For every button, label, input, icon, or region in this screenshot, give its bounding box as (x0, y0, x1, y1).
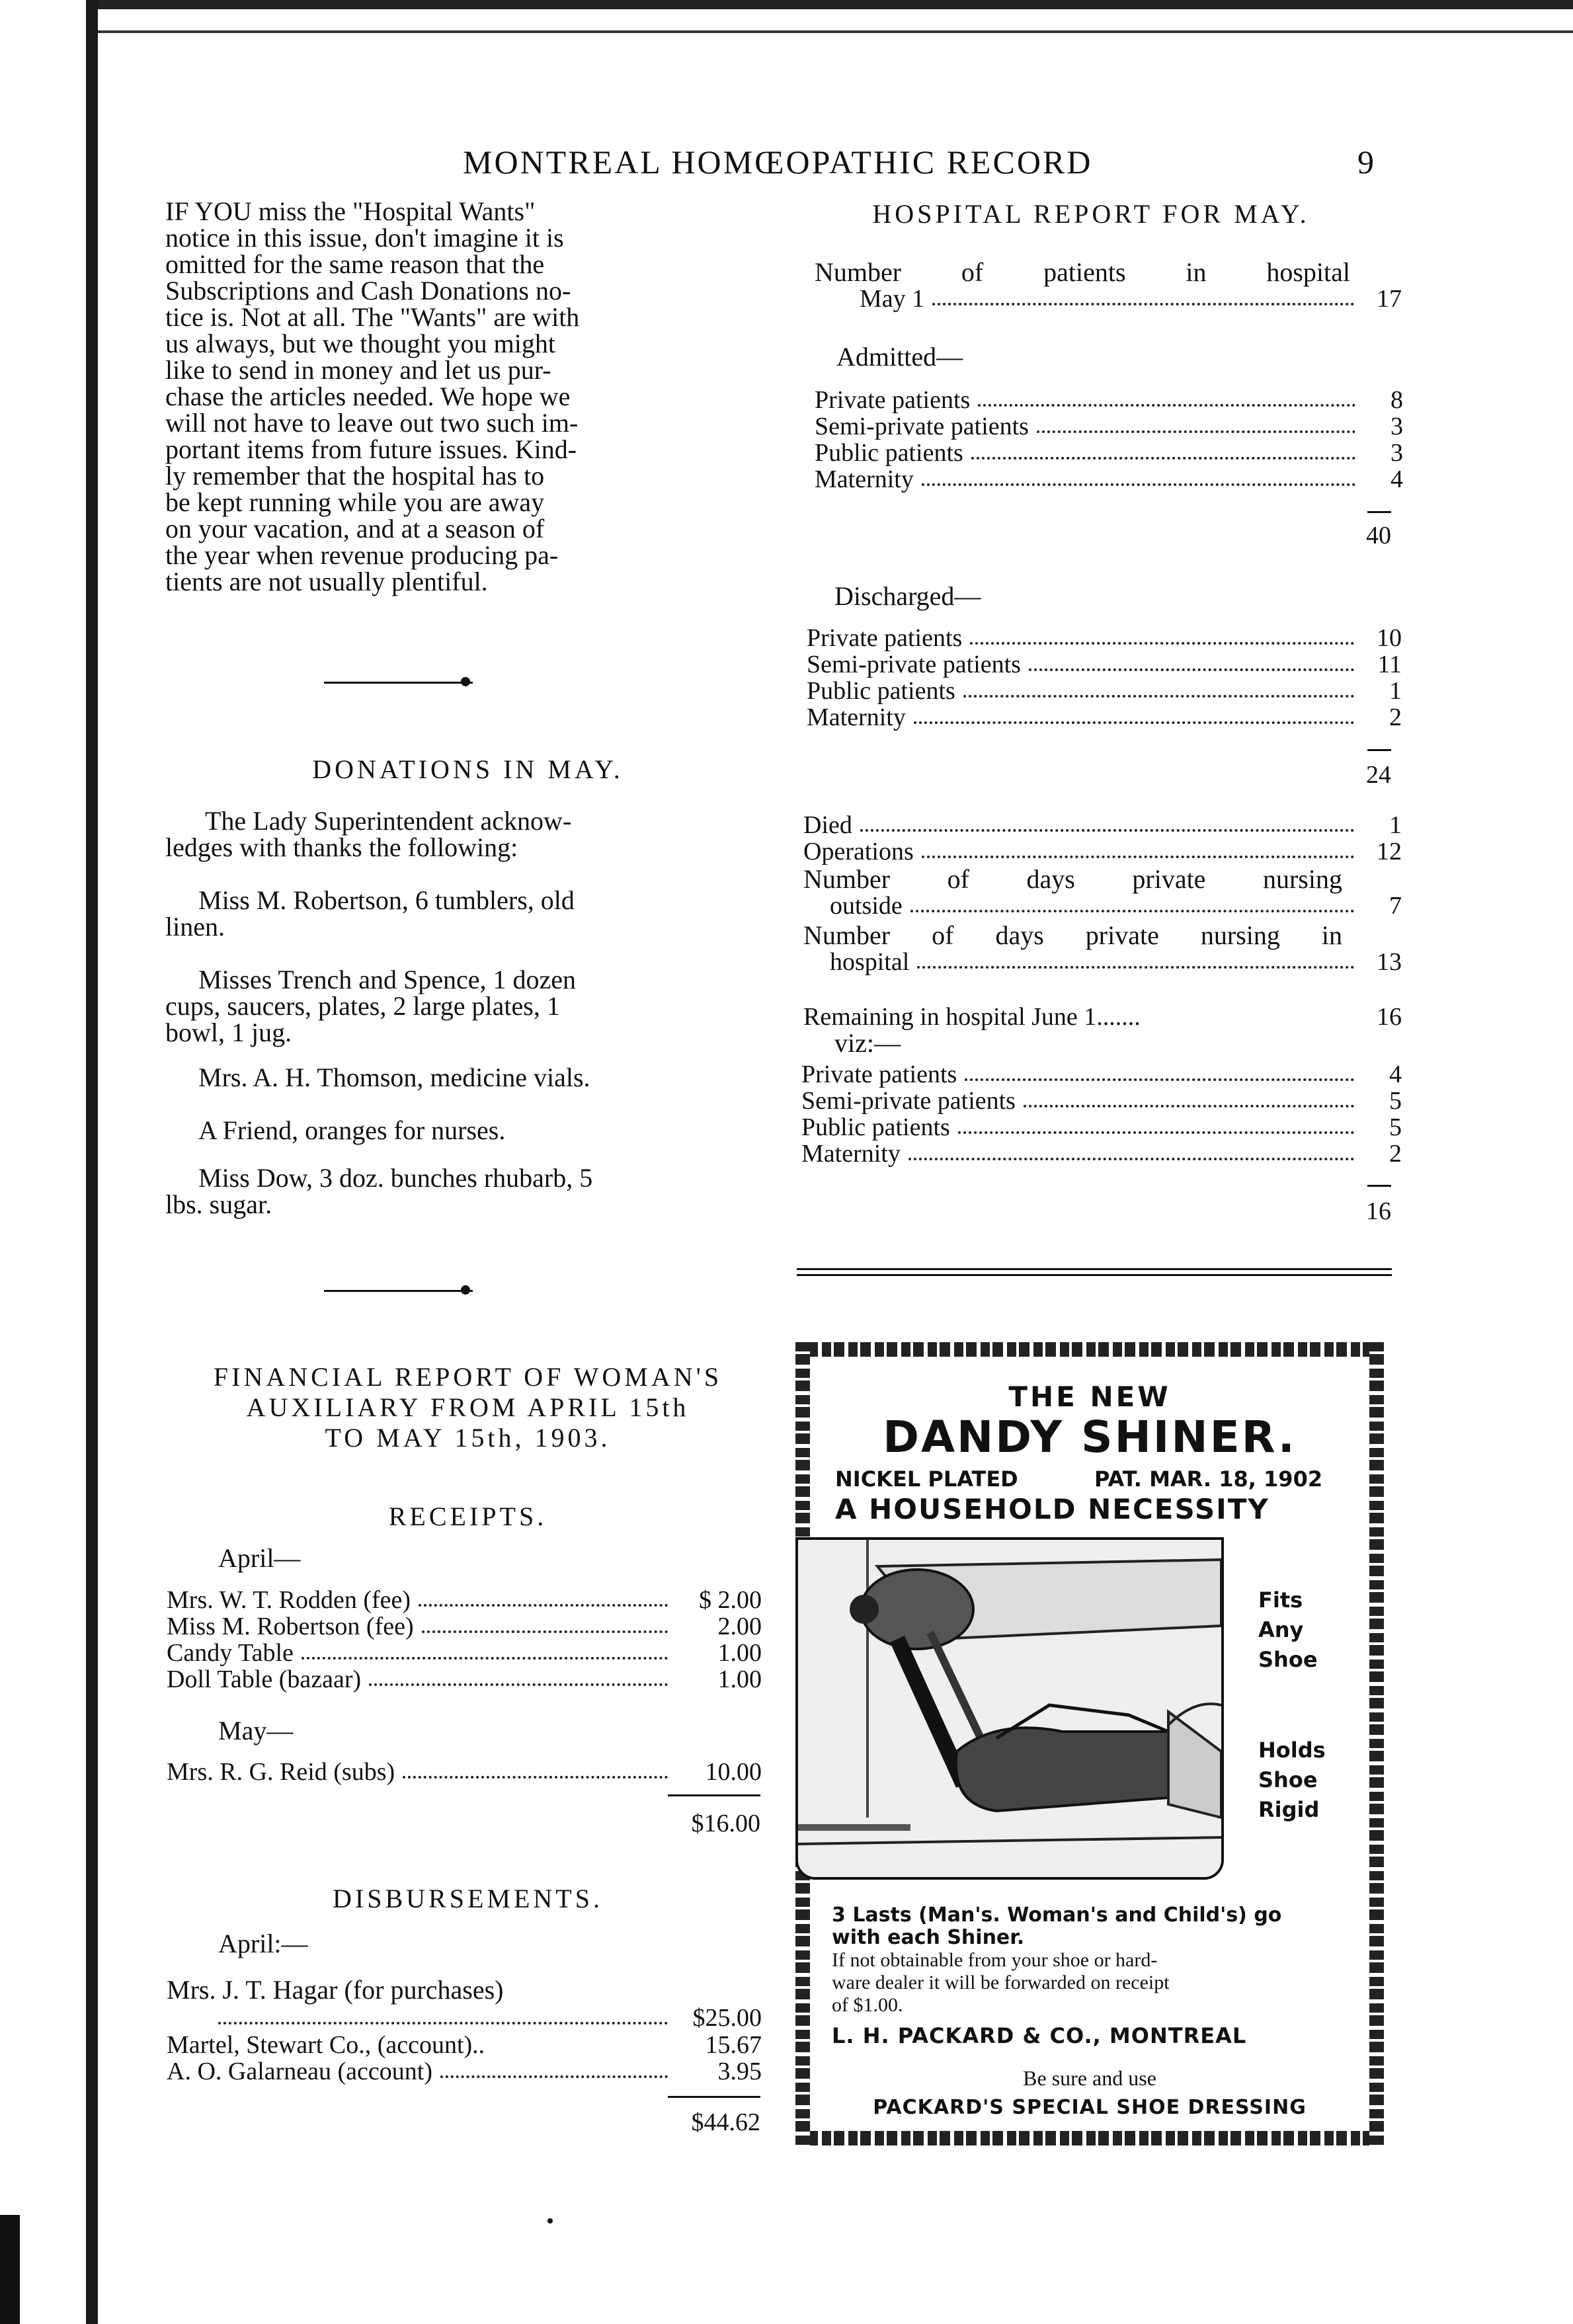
receipt-row (167, 1640, 762, 1666)
donation-line: Miss M. Robertson, 6 tumblers, old (198, 885, 575, 915)
leader-dots (302, 1657, 668, 1660)
donation-line: lbs. sugar. (165, 1189, 272, 1219)
receipt-label: Mrs. R. G. Reid (subs) (167, 1758, 395, 1786)
receipt-value: 2.00 (717, 1613, 762, 1640)
admitted-row (815, 387, 1403, 413)
row-value: 12 (1377, 838, 1402, 865)
operations-row (803, 838, 1402, 865)
row-value: 2 (1389, 1140, 1402, 1168)
admitted-row (815, 440, 1403, 466)
ad-desc-line: with each Shiner. (832, 1926, 1025, 1949)
row-value: 3 (1391, 413, 1403, 440)
donation-entry (165, 887, 770, 940)
admitted-row (815, 413, 1403, 440)
receipt-row (167, 1613, 762, 1640)
leader-dots (860, 829, 1354, 832)
financial-title-line: TO MAY 15th, 1903. (325, 1423, 611, 1453)
row-label: Private patients (815, 386, 971, 414)
in-hospital-row (860, 286, 1402, 312)
leader-dots (958, 1131, 1354, 1134)
ad-desc-line: 3 Lasts (Man's. Woman's and Child's) go (832, 1903, 1282, 1927)
section-divider (324, 682, 473, 684)
admitted-total: 40 (1366, 522, 1391, 549)
shoe-illustration (795, 1537, 1224, 1880)
ad-side-line: Rigid (1258, 1797, 1320, 1822)
leader-dots (914, 721, 1354, 724)
row-label: Maternity (807, 703, 906, 731)
discharged-label: Discharged— (834, 581, 981, 611)
disb-first-label: Mrs. J. T. Hagar (for purchases) (167, 1975, 504, 2005)
journal-title: MONTREAL HOMŒOPATHIC RECORD (463, 143, 1093, 180)
notice-line: be kept running while you are away (165, 487, 545, 517)
donation-line: linen. (165, 912, 225, 942)
row-label: Private patients (807, 624, 963, 652)
row-value: 5 (1389, 1087, 1402, 1115)
viz-label: viz:— (834, 1028, 901, 1058)
leader-dots (1037, 430, 1355, 433)
ad-tagline: Be sure and use (1023, 2066, 1156, 2090)
notice-line: chase the articles needed. We hope we (165, 381, 571, 411)
ad-company: L. H. PACKARD & CO., MONTREAL (832, 2023, 1247, 2048)
disb-total: $44.62 (691, 2108, 760, 2136)
outside-line1: Number of days private nursing (803, 864, 1342, 894)
notice-line: us always, but we thought you might (165, 329, 555, 358)
wants-notice (165, 198, 770, 595)
row-label: Maternity (801, 1140, 901, 1168)
receipts-title: RECEIPTS. (388, 1502, 547, 1531)
ad-lasts (832, 1904, 1281, 1949)
discharged-row (807, 678, 1402, 704)
shoe-shiner-drawing (798, 1540, 1221, 1877)
leader-dots (917, 966, 1354, 969)
leader-dots (440, 2075, 668, 2078)
disb-value: 3.95 (717, 2058, 762, 2085)
notice-line: omitted for the same reason that the (165, 249, 545, 279)
receipt-value: 1.00 (717, 1639, 762, 1667)
total-rule (1367, 511, 1391, 513)
receipt-label: Mrs. W. T. Rodden (fee) (167, 1586, 411, 1614)
ad-patent: PAT. MAR. 18, 1902 (1094, 1466, 1323, 1492)
admitted-label: Admitted— (836, 342, 963, 372)
ad-side-line: Fits (1258, 1587, 1303, 1613)
leader-dots (963, 695, 1354, 698)
divider-dot (461, 1285, 470, 1295)
disb-value: 15.67 (705, 2031, 762, 2059)
row-value: 1 (1389, 677, 1402, 705)
in-hospital-line1: Number of patients in hospital (815, 257, 1350, 287)
discharged-row (807, 651, 1402, 678)
receipts-total: $16.00 (691, 1810, 760, 1837)
discharged-list (807, 625, 1402, 731)
receipt-label: Candy Table (167, 1639, 294, 1667)
ad-desc-line: ware dealer it will be forwarded on receipt (832, 1972, 1170, 1993)
row-label: Semi-private patients (807, 651, 1021, 678)
row-value: 5 (1389, 1113, 1402, 1141)
financial-title-line: FINANCIAL REPORT OF WOMAN'S (213, 1362, 723, 1392)
hospital-title: HOSPITAL REPORT FOR MAY. (872, 199, 1310, 229)
notice-line: on your vacation, and at a season of (165, 514, 545, 543)
notice-line: Subscriptions and Cash Donations no- (165, 276, 571, 305)
row-value: 8 (1391, 386, 1403, 414)
leader-dots (369, 1683, 668, 1686)
row-label: Public patients (801, 1113, 950, 1141)
stray-mark (547, 2218, 553, 2224)
row-label: Public patients (815, 439, 963, 467)
disb-value: $25.00 (692, 2004, 762, 2032)
row-label: May 1 (860, 285, 925, 313)
donations-intro (165, 808, 770, 834)
receipt-value: 10.00 (705, 1758, 762, 1786)
ad-border-top (795, 1342, 1384, 1357)
total-rule (668, 2096, 760, 2098)
remaining-item (801, 1141, 1402, 1167)
receipt-value: 1.00 (717, 1665, 762, 1693)
remaining-row (803, 1004, 1402, 1030)
row-label: Operations (803, 838, 914, 865)
leader-dots (978, 404, 1355, 407)
disb-label: Martel, Stewart Co., (account).. (167, 2031, 485, 2059)
inside-line1: Number of days private nursing in (803, 920, 1342, 950)
donation-line: bowl, 1 jug. (165, 1018, 292, 1047)
divider-dot (461, 677, 470, 686)
inside-row (830, 949, 1402, 975)
ad-side-holds (1258, 1736, 1326, 1825)
leader-dots (965, 1078, 1354, 1081)
notice-line: ly remember that the hospital has to (165, 461, 545, 491)
leader-dots (419, 1604, 668, 1607)
notice-line: will not have to leave out two such im- (165, 408, 579, 438)
row-value: 13 (1377, 948, 1402, 976)
ad-household: A HOUSEHOLD NECESSITY (835, 1493, 1270, 1525)
binding-edge-mark (0, 2215, 20, 2324)
ad-side-line: Any (1258, 1617, 1304, 1642)
ad-desc-line: of $1.00. (832, 1994, 903, 2016)
page-top-rule (86, 30, 1573, 33)
receipt-label: Miss M. Robertson (fee) (167, 1613, 414, 1640)
row-value: 2 (1389, 703, 1402, 731)
page-top-border (86, 0, 1573, 9)
leader-dots (218, 2022, 668, 2024)
admitted-row (815, 466, 1403, 493)
leader-dots (422, 1630, 668, 1633)
ad-line1: THE NEW (1008, 1381, 1171, 1413)
notice-line: notice in this issue, don't imagine it is (165, 223, 564, 253)
row-label: Private patients (801, 1061, 957, 1088)
ad-product: PACKARD'S SPECIAL SHOE DRESSING (873, 2096, 1307, 2119)
leader-dots (922, 856, 1354, 858)
ad-headline: DANDY SHINER. (883, 1412, 1297, 1463)
april-label: April— (218, 1543, 301, 1573)
admitted-list (815, 387, 1403, 493)
ad-side-line: Holds (1258, 1738, 1326, 1763)
leader-dots (970, 642, 1354, 645)
row-value: 10 (1377, 624, 1402, 652)
misc-stats (803, 812, 1402, 865)
remaining-total: 16 (1366, 1197, 1391, 1225)
row-label: hospital (830, 948, 910, 976)
disb-list (167, 2032, 762, 2085)
discharged-total: 24 (1366, 761, 1391, 789)
notice-line: the year when revenue producing pa- (165, 540, 559, 570)
total-rule (1367, 749, 1391, 751)
leader-dots (910, 910, 1354, 912)
double-rule-top (797, 1268, 1392, 1270)
donations-intro-cont: ledges with thanks the following: (165, 832, 518, 862)
row-label: Semi-private patients (801, 1087, 1016, 1115)
total-rule (668, 1794, 760, 1796)
ad-desc-line: If not obtainable from your shoe or hard- (832, 1949, 1158, 1971)
leader-dots (403, 1776, 668, 1779)
row-value: 7 (1389, 892, 1402, 920)
donation-entry: Mrs. A. H. Thomson, medicine vials. (198, 1062, 590, 1092)
receipt-label: Doll Table (bazaar) (167, 1665, 362, 1693)
section-divider (324, 1290, 473, 1292)
donation-entry (165, 967, 770, 1046)
receipts-april-list (167, 1587, 762, 1693)
donation-line: cups, saucers, plates, 2 large plates, 1 (165, 991, 560, 1021)
row-value: 17 (1377, 285, 1402, 313)
intro-line: The Lady Superintendent acknow- (205, 806, 572, 836)
ad-side-line: Shoe (1258, 1647, 1318, 1672)
row-label: outside (830, 892, 903, 920)
binding-edge (86, 0, 98, 2324)
ad-border-bottom (795, 2131, 1384, 2145)
discharged-row (807, 625, 1402, 651)
financial-title (165, 1362, 770, 1453)
donation-entry: A Friend, oranges for nurses. (198, 1115, 506, 1145)
donation-entry (165, 1165, 770, 1218)
outside-row (830, 893, 1402, 919)
row-value: 4 (1389, 1061, 1402, 1088)
leader-dots (932, 303, 1354, 305)
ad-side-fits (1258, 1585, 1318, 1675)
row-value: 4 (1391, 465, 1403, 493)
died-row (803, 812, 1402, 838)
notice-line: portant items from future issues. Kind- (165, 434, 577, 464)
disb-label: A. O. Galarneau (account) (167, 2058, 432, 2085)
total-rule (1367, 1185, 1391, 1187)
row-value: 3 (1391, 439, 1403, 467)
remaining-item (801, 1088, 1402, 1114)
row-label: Died (803, 811, 852, 839)
receipt-row (167, 1666, 762, 1693)
dandy-shiner-ad (795, 1342, 1384, 2145)
ad-nickel: NICKEL PLATED (835, 1466, 1018, 1492)
notice-line: tients are not usually plentiful. (165, 567, 488, 596)
donation-line: Miss Dow, 3 doz. bunches rhubarb, 5 (198, 1163, 593, 1193)
disb-first-row (218, 2005, 762, 2031)
ad-side-line: Shoe (1258, 1767, 1318, 1792)
row-label: Remaining in hospital June 1....... (803, 1003, 1141, 1031)
remaining-item (801, 1114, 1402, 1141)
receipt-row (167, 1759, 762, 1785)
row-value: 1 (1389, 811, 1402, 839)
row-label: Public patients (807, 677, 955, 705)
row-label: Maternity (815, 465, 914, 493)
donation-line: Misses Trench and Spence, 1 dozen (198, 965, 577, 994)
may-label: May— (218, 1716, 294, 1745)
leader-dots (922, 483, 1355, 486)
ad-availability (832, 1949, 1170, 2017)
disbursements-title: DISBURSEMENTS. (333, 1884, 603, 1913)
page-number: 9 (1357, 143, 1376, 180)
donations-title: DONATIONS IN MAY. (312, 754, 624, 784)
double-rule-bottom (797, 1274, 1392, 1276)
notice-line: IF YOU miss the "Hospital Wants" (165, 196, 536, 226)
notice-line: like to send in money and let us pur- (165, 355, 551, 385)
leader-dots (908, 1158, 1354, 1160)
financial-title-line: AUXILIARY FROM APRIL 15th (246, 1392, 690, 1422)
notice-line: tice is. Not at all. The "Wants" are with (165, 302, 580, 332)
leader-dots (1029, 668, 1354, 671)
remaining-item (801, 1061, 1402, 1088)
receipts-may-list (167, 1759, 762, 1785)
disb-row (167, 2058, 762, 2085)
remaining-list (801, 1061, 1402, 1167)
row-label: Semi-private patients (815, 413, 1029, 440)
disb-april-label: April:— (218, 1929, 308, 1958)
leader-dots (971, 457, 1355, 460)
discharged-row (807, 704, 1402, 731)
ad-border-right (1369, 1342, 1384, 2145)
row-value: 11 (1377, 651, 1402, 678)
leader-dots (1024, 1105, 1354, 1107)
receipt-row (167, 1587, 762, 1613)
disb-row (167, 2032, 762, 2058)
receipt-value: $ 2.00 (699, 1586, 762, 1614)
row-value: 16 (1377, 1003, 1402, 1031)
